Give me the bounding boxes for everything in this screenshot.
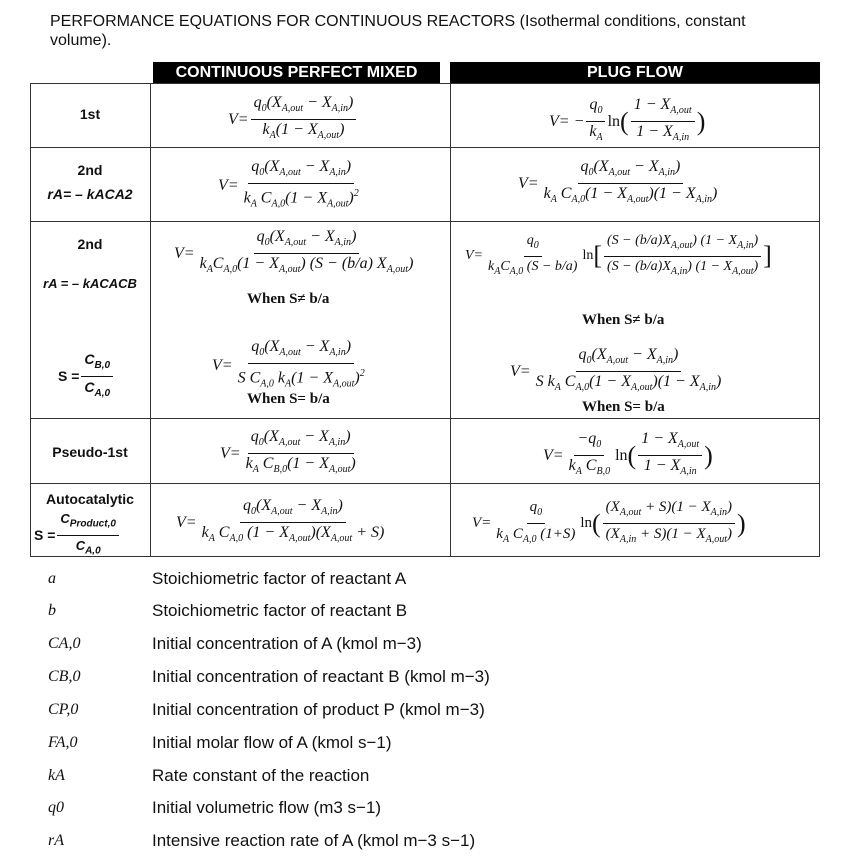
s-definition-ab: S = $\frac{C_{B,0}}{C_{A,0}}$	[58, 350, 148, 403]
legend-text: Rate constant of the reaction	[152, 766, 370, 785]
legend-symbol: b	[48, 602, 56, 619]
rate-law-second-ab: rA = – kACACB	[43, 276, 137, 291]
legend-symbol: CP,0	[48, 701, 79, 718]
row-label-autocatalytic: Autocatalytic	[46, 491, 134, 507]
legend-symbol: CA,0	[48, 635, 81, 652]
eq-cstr-second-a: V= $\frac{q_0(X_{A,out} - X_{A,in})}{k_A C_{A,0}(1 - X_{A,out})^2}$	[218, 158, 359, 210]
legend-text: Intensive reaction rate of A (kmol m−3 s−1)	[152, 831, 476, 850]
eq-pfr-second-a: V= $\frac{q_0(X_{A,out} - X_{A,in})}{k_A C_{A,0}(1 - X_{A,out})(1 - X_{A,in})}$	[518, 158, 718, 206]
legend-symbol: CB,0	[48, 668, 81, 685]
s-equals-label-autocat: S =	[34, 527, 56, 544]
eq-pfr-autocat: V= $\frac{q_0}{k_A C_{A,0} (1+S)}$ ln ( $\frac{(X_{A,out} + S)(1 - X_{A,in})}{(X_{A,in} + S)(1 - X_{A,out})}$ )	[472, 499, 746, 545]
row-label-second-ab: 2nd	[77, 236, 103, 252]
row-label-pseudo: Pseudo-1st	[52, 444, 128, 460]
legend-text: Initial concentration of A (kmol m−3)	[152, 634, 422, 653]
eq-cstr-pseudo: V= $\frac{q_0(X_{A,out} - X_{A,in})}{k_A C_{B,0}(1 - X_{A,out})}$	[220, 428, 356, 476]
legend-text: Initial concentration of reactant B (kmol m−3)	[152, 667, 490, 686]
s-definition-autocat: S = $\frac{C_{Product,0}}{C_{A,0}}$	[34, 510, 152, 560]
legend-symbol: q0	[48, 799, 64, 816]
legend-symbol: a	[48, 570, 56, 587]
rate-law-second-a: rA= – kACA2	[47, 186, 133, 202]
page-title: PERFORMANCE EQUATIONS FOR CONTINUOUS REACTORS (Isothermal conditions, constant volume).	[50, 13, 746, 49]
eq-pfr-second-ab-eq: V= $\frac{q_0(X_{A,out} - X_{A,in})}{S k_A C_{A,0}(1 - X_{A,out})(1 - X_{A,in})}$	[510, 346, 722, 394]
condition-cstr-eq: When S= b/a	[247, 391, 330, 407]
eq-pfr-pseudo: V= $\frac{-q_0}{k_A C_{B,0}}$ ln ( $\frac{1 - X_{A,out}}{1 - X_{A,in}}$ )	[543, 430, 713, 478]
legend-text: Initial volumetric flow (m3 s−1)	[152, 798, 382, 817]
row-label-second-a: 2nd	[77, 162, 103, 178]
legend-text: Initial concentration of product P (kmol m−3)	[152, 700, 485, 719]
eq-pfr-first: V= − $\frac{q_0}{k_A}$ ln ( $\frac{1 - X_{A,out}}{1 - X_{A,in}}$ )	[549, 96, 706, 144]
legend-symbol: FA,0	[48, 734, 78, 751]
header-pfr: PLUG FLOW	[450, 62, 820, 83]
legend-text: Stoichiometric factor of reactant B	[152, 601, 408, 620]
s-equals-label: S =	[58, 368, 80, 385]
legend-text: Stoichiometric factor of reactant A	[152, 569, 407, 588]
condition-pfr-neq: When S≠ b/a	[582, 312, 665, 328]
condition-pfr-eq: When S= b/a	[582, 399, 665, 415]
eq-cstr-second-ab-eq: V= $\frac{q_0(X_{A,out} - X_{A,in})}{S C_{A,0} k_A(1 - X_{A,out})^2}$	[212, 338, 365, 390]
eq-pfr-second-ab-neq: V= $\frac{q_0}{k_AC_{A,0} (S - b/a)}$ ln [ $\frac{(S - (b/a)X_{A,out}) (1 - X_{A,in})}{(S - (b/a)X_{A,in}) (1 - X_{A,out})}$ ]	[465, 233, 772, 277]
eq-cstr-second-ab-neq: V= $\frac{q_0(X_{A,out} - X_{A,in})}{k_AC_{A,0}(1 - X_{A,out}) (S - (b/a) X_{A,out})}$	[174, 228, 414, 276]
legend-symbol: kA	[48, 767, 65, 784]
legend-text: Initial molar flow of A (kmol s−1)	[152, 733, 392, 752]
condition-cstr-neq: When S≠ b/a	[247, 291, 330, 307]
eq-cstr-first: V= $\frac{q_0(X_{A,out} - X_{A,in})}{k_A(1 - X_{A,out})}$	[228, 94, 358, 145]
eq-cstr-autocat: V= $\frac{q_0(X_{A,out} - X_{A,in})}{k_A C_{A,0} (1 - X_{A,out})(X_{A,out} + S)}$	[176, 497, 385, 545]
header-cstr: CONTINUOUS PERFECT MIXED	[153, 62, 440, 83]
equations-table	[30, 83, 820, 557]
legend-symbol: rA	[48, 832, 64, 849]
row-label-first: 1st	[79, 106, 101, 122]
